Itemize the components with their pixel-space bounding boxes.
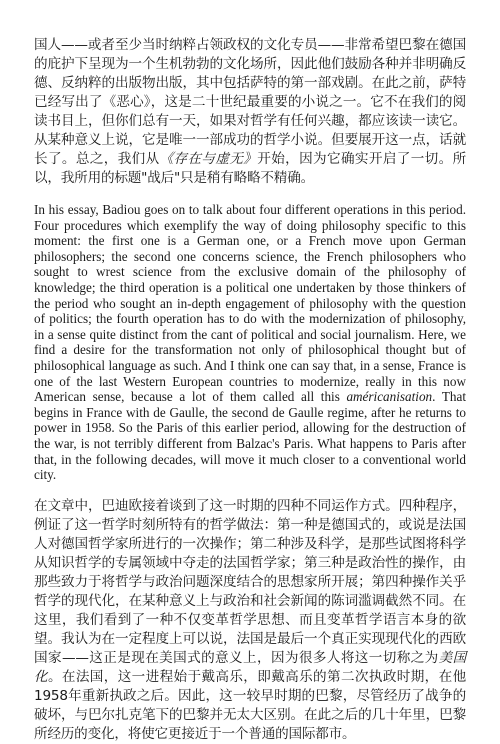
chinese-paragraph-translation — [34, 497, 466, 744]
text-run: ，这是二十世纪最重要的小说之一。它不在我们的阅读书目上，但你们总有一天，如果对哲学有任何兴趣，都应该读一读它。从某种意义上说，它是唯一一部成功的哲学小说。但要展开这一点，话就长了。总之，我们从 — [34, 94, 467, 167]
chinese-paragraph-intro — [34, 36, 466, 188]
book-title-being-and-nothingness: 《存在与虚无》 — [159, 151, 258, 167]
book-title-nausea: 《恶心》 — [102, 94, 151, 110]
text-run: 在文章中，巴迪欧接着谈到了这一时期的四种不同运作方式。四种程序，例证了这一哲学时刻所特有的哲学做法：第一种是德国式的，或说是法国人对德国哲学家所进行的一次操作；第二种涉及科学，是那些试图将科学从知识哲学的专属领域中夺走的法国哲学家；第三种是政治性的操作，由那些致力于将哲学与政治问题深度结合的思想家所开展；第四种操作关乎哲学的现代化，在某种意义上与政治和社会新闻的陈词滥调截然不同。在这里，我们看到了一种不仅变革哲学思想、而且变革哲学语言本身的欲望。我认为在一定程度上可以说，法国是最后一个真正实现现代化的西欧国家——这正是现在美国式的意义上，因为很多人将这一切称之为 — [34, 497, 466, 666]
text-run: . That begins in France with de Gaulle, the second de Gaulle regime, after he returns to power in 1958. So the Paris of this earlier period, allowing for the destruction of the war, is not terribly different from Balzac's Paris. What happens to Paris after that, in the following decades, will move it much closer to a conventional world city. — [34, 389, 466, 483]
text-run: 开始，因为它确实开启了一切。所以，我所用的标题"战后"只是稍有略略不精确。 — [34, 151, 466, 186]
italic-term: 美国化 — [34, 649, 466, 685]
italic-term: américanisation — [346, 389, 433, 405]
english-paragraph — [34, 202, 466, 483]
text-run: 。在法国，这一进程始于戴高乐，即戴高乐的第二次执政时期，在他1958年重新执政之后。因此，这一较早时期的巴黎，尽管经历了战争的破坏，与巴尔扎克笔下的巴黎并无太大区别。在此之后的几十年里，巴黎所经历的变化，将使它更接近于一个普通的国际都市。 — [34, 668, 466, 742]
text-run: In his essay, Badiou goes on to talk about four different operations in this period. Four procedures which exemplify the way of doing philosophy specific to this moment: the first one is a German one, or a French move upon German philosophers; the second one concerns science, the French philosophers who sought to wrest science from the exclusive domain of the philosophy of knowledge; the third operation is a political one undertaken by those thinkers of the period who sought an in-depth engagement of philosophy with the question of politics; the fourth operation has to do with the modernization of philosophy, in a sense quite distinct from the cant of political and social journalism. Here, we find a desire for the transformation not only of philosophical thought but of philosophical language as such. And I think one can say that, in a sense, France is one of the last Western European countries to modernize, really in this now American sense, because a lot of them called all this — [34, 202, 466, 405]
text-run: 国人——或者至少当时纳粹占领政权的文化专员——非常希望巴黎在德国的庇护下呈现为一个生机勃勃的文化场所，因此他们鼓励各种并非明确反德、反纳粹的出版物出版，其中包括萨特的第一部戏剧。在此之前，萨特已经写出了 — [34, 37, 466, 110]
